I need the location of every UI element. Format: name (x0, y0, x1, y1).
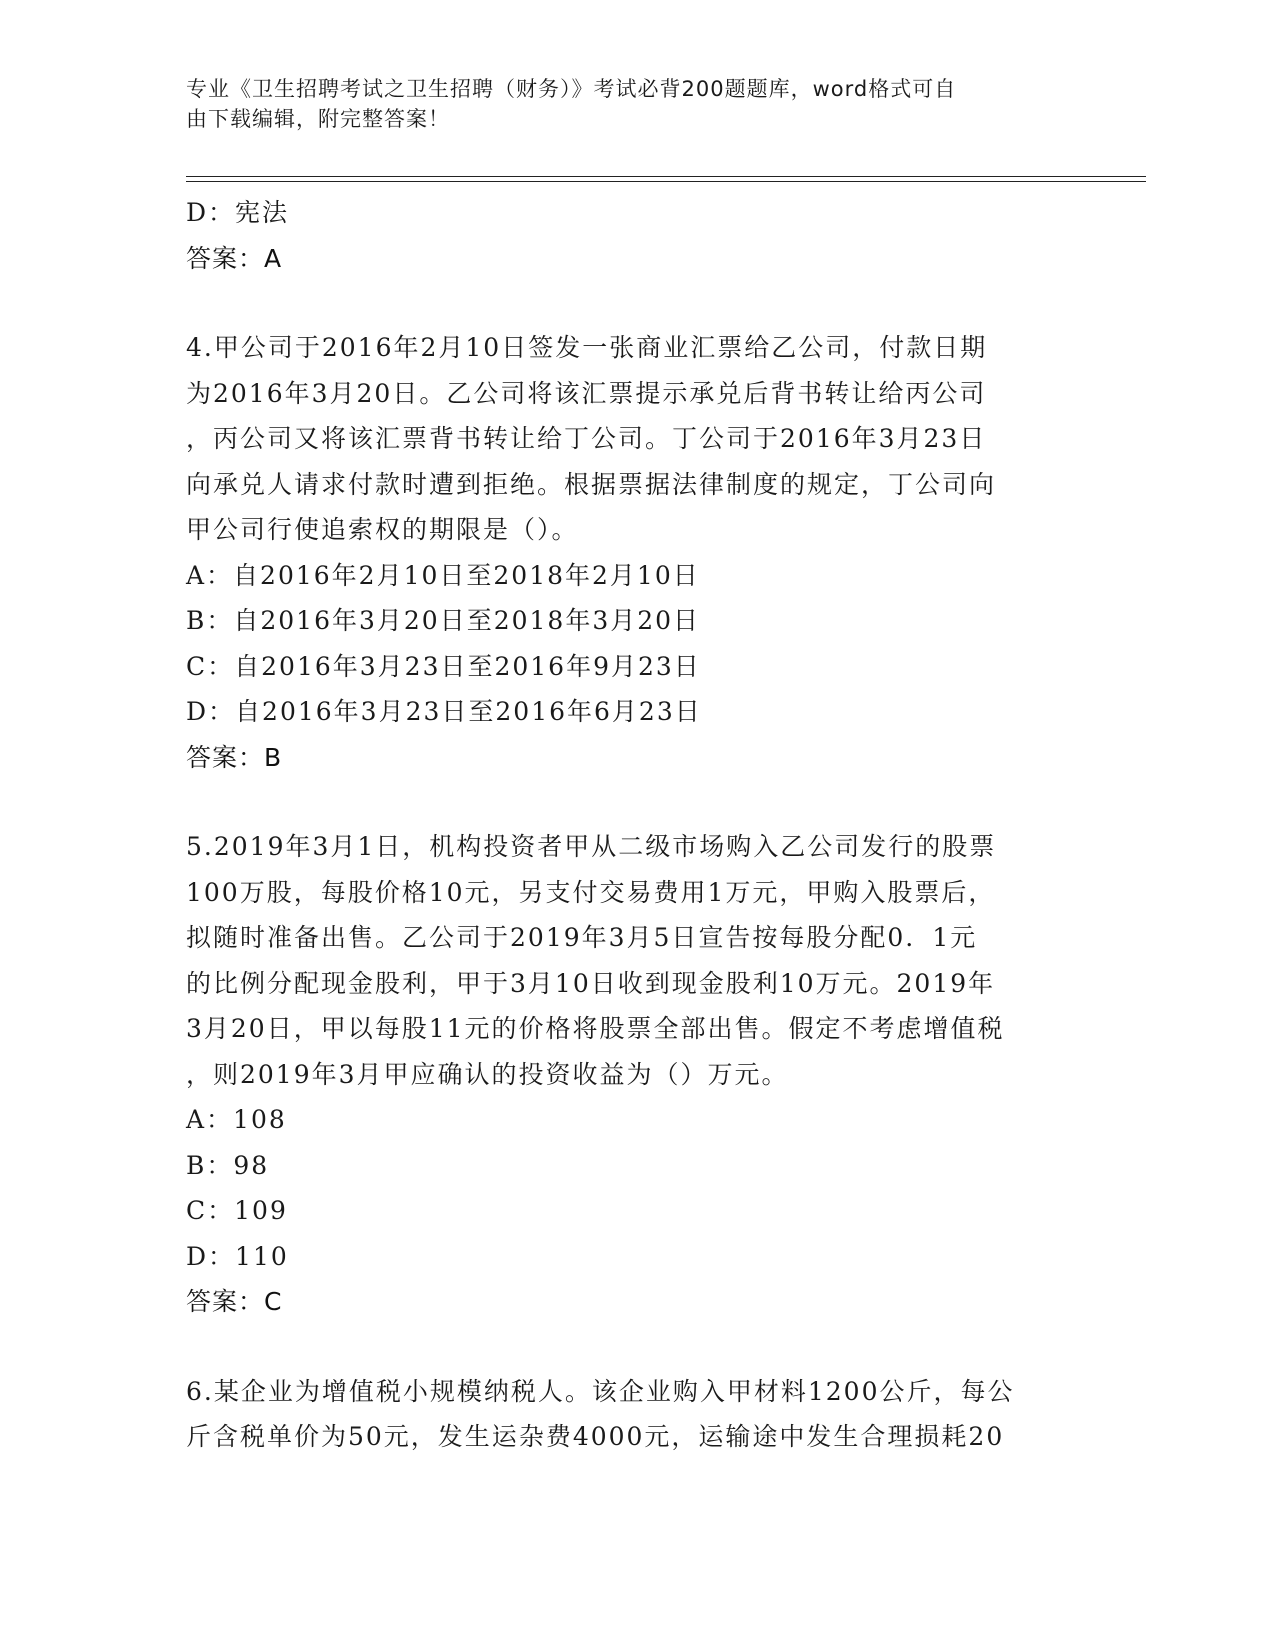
question-text-line: 拟随时准备出售。乙公司于2019年3月5日宣告按每股分配0．1元 (186, 923, 978, 952)
option-d: D：自2016年3月23日至2016年6月23日 (186, 697, 702, 726)
question-text-line: 100万股，每股价格10元，另支付交易费用1万元，甲购入股票后， (186, 877, 996, 907)
spacer (186, 1325, 1086, 1369)
answer-line: 答案：C (186, 1287, 283, 1316)
header-line-2: 由下载编辑，附完整答案！ (186, 107, 450, 131)
header-line-1: 专业《卫生招聘考试之卫生招聘（财务）》考试必背200题题库，word格式可自 (186, 77, 957, 101)
spacer (186, 281, 1086, 325)
question-text-line: ，则2019年3月甲应确认的投资收益为（）万元。 (186, 1059, 789, 1089)
option-b: B：98 (186, 1150, 270, 1180)
document-header (186, 74, 1066, 134)
question-text-line: 4.甲公司于2016年2月10日签发一张商业汇票给乙公司，付款日期 (186, 333, 988, 362)
option-c: C：自2016年3月23日至2016年9月23日 (186, 651, 701, 681)
question-text-line: 向承兑人请求付款时遭到拒绝。根据票据法律制度的规定，丁公司向 (186, 469, 997, 499)
spacer (186, 780, 1086, 824)
question-text-line: 为2016年3月20日。乙公司将该汇票提示承兑后背书转让给丙公司 (186, 378, 987, 408)
question-5 (186, 824, 1086, 1325)
question-text-line: 的比例分配现金股利，甲于3月10日收到现金股利10万元。2019年 (186, 968, 996, 998)
question-text-line: 5.2019年3月1日，机构投资者甲从二级市场购入乙公司发行的股票 (186, 832, 997, 861)
question-text-line: ，丙公司又将该汇票背书转让给丁公司。丁公司于2016年3月23日 (186, 424, 987, 453)
answer-line: 答案：A (186, 243, 283, 273)
header-divider-bottom (186, 181, 1146, 182)
question-text-line: 斤含税单价为50元，发生运杂费4000元，运输途中发生合理损耗20 (186, 1422, 1005, 1451)
question-text-line: 甲公司行使追索权的期限是（）。 (186, 515, 579, 544)
answer-line: 答案：B (186, 742, 283, 772)
option-d: D：110 (186, 1241, 289, 1271)
option-b: B：自2016年3月20日至2018年3月20日 (186, 606, 701, 635)
header-divider-top (186, 176, 1146, 177)
previous-question-tail (186, 190, 1086, 281)
option-c: C：109 (186, 1196, 288, 1225)
question-text-line: 3月20日，甲以每股11元的价格将股票全部出售。假定不考虑增值税 (186, 1014, 1005, 1043)
question-6 (186, 1369, 1086, 1460)
option-a: A：108 (186, 1105, 287, 1134)
question-4 (186, 325, 1086, 780)
question-text-line: 6.某企业为增值税小规模纳税人。该企业购入甲材料1200公斤，每公 (186, 1376, 1015, 1406)
option-a: A：自2016年2月10日至2018年2月10日 (186, 560, 700, 590)
option-d: D：宪法 (186, 198, 290, 227)
document-body (186, 190, 1086, 1460)
